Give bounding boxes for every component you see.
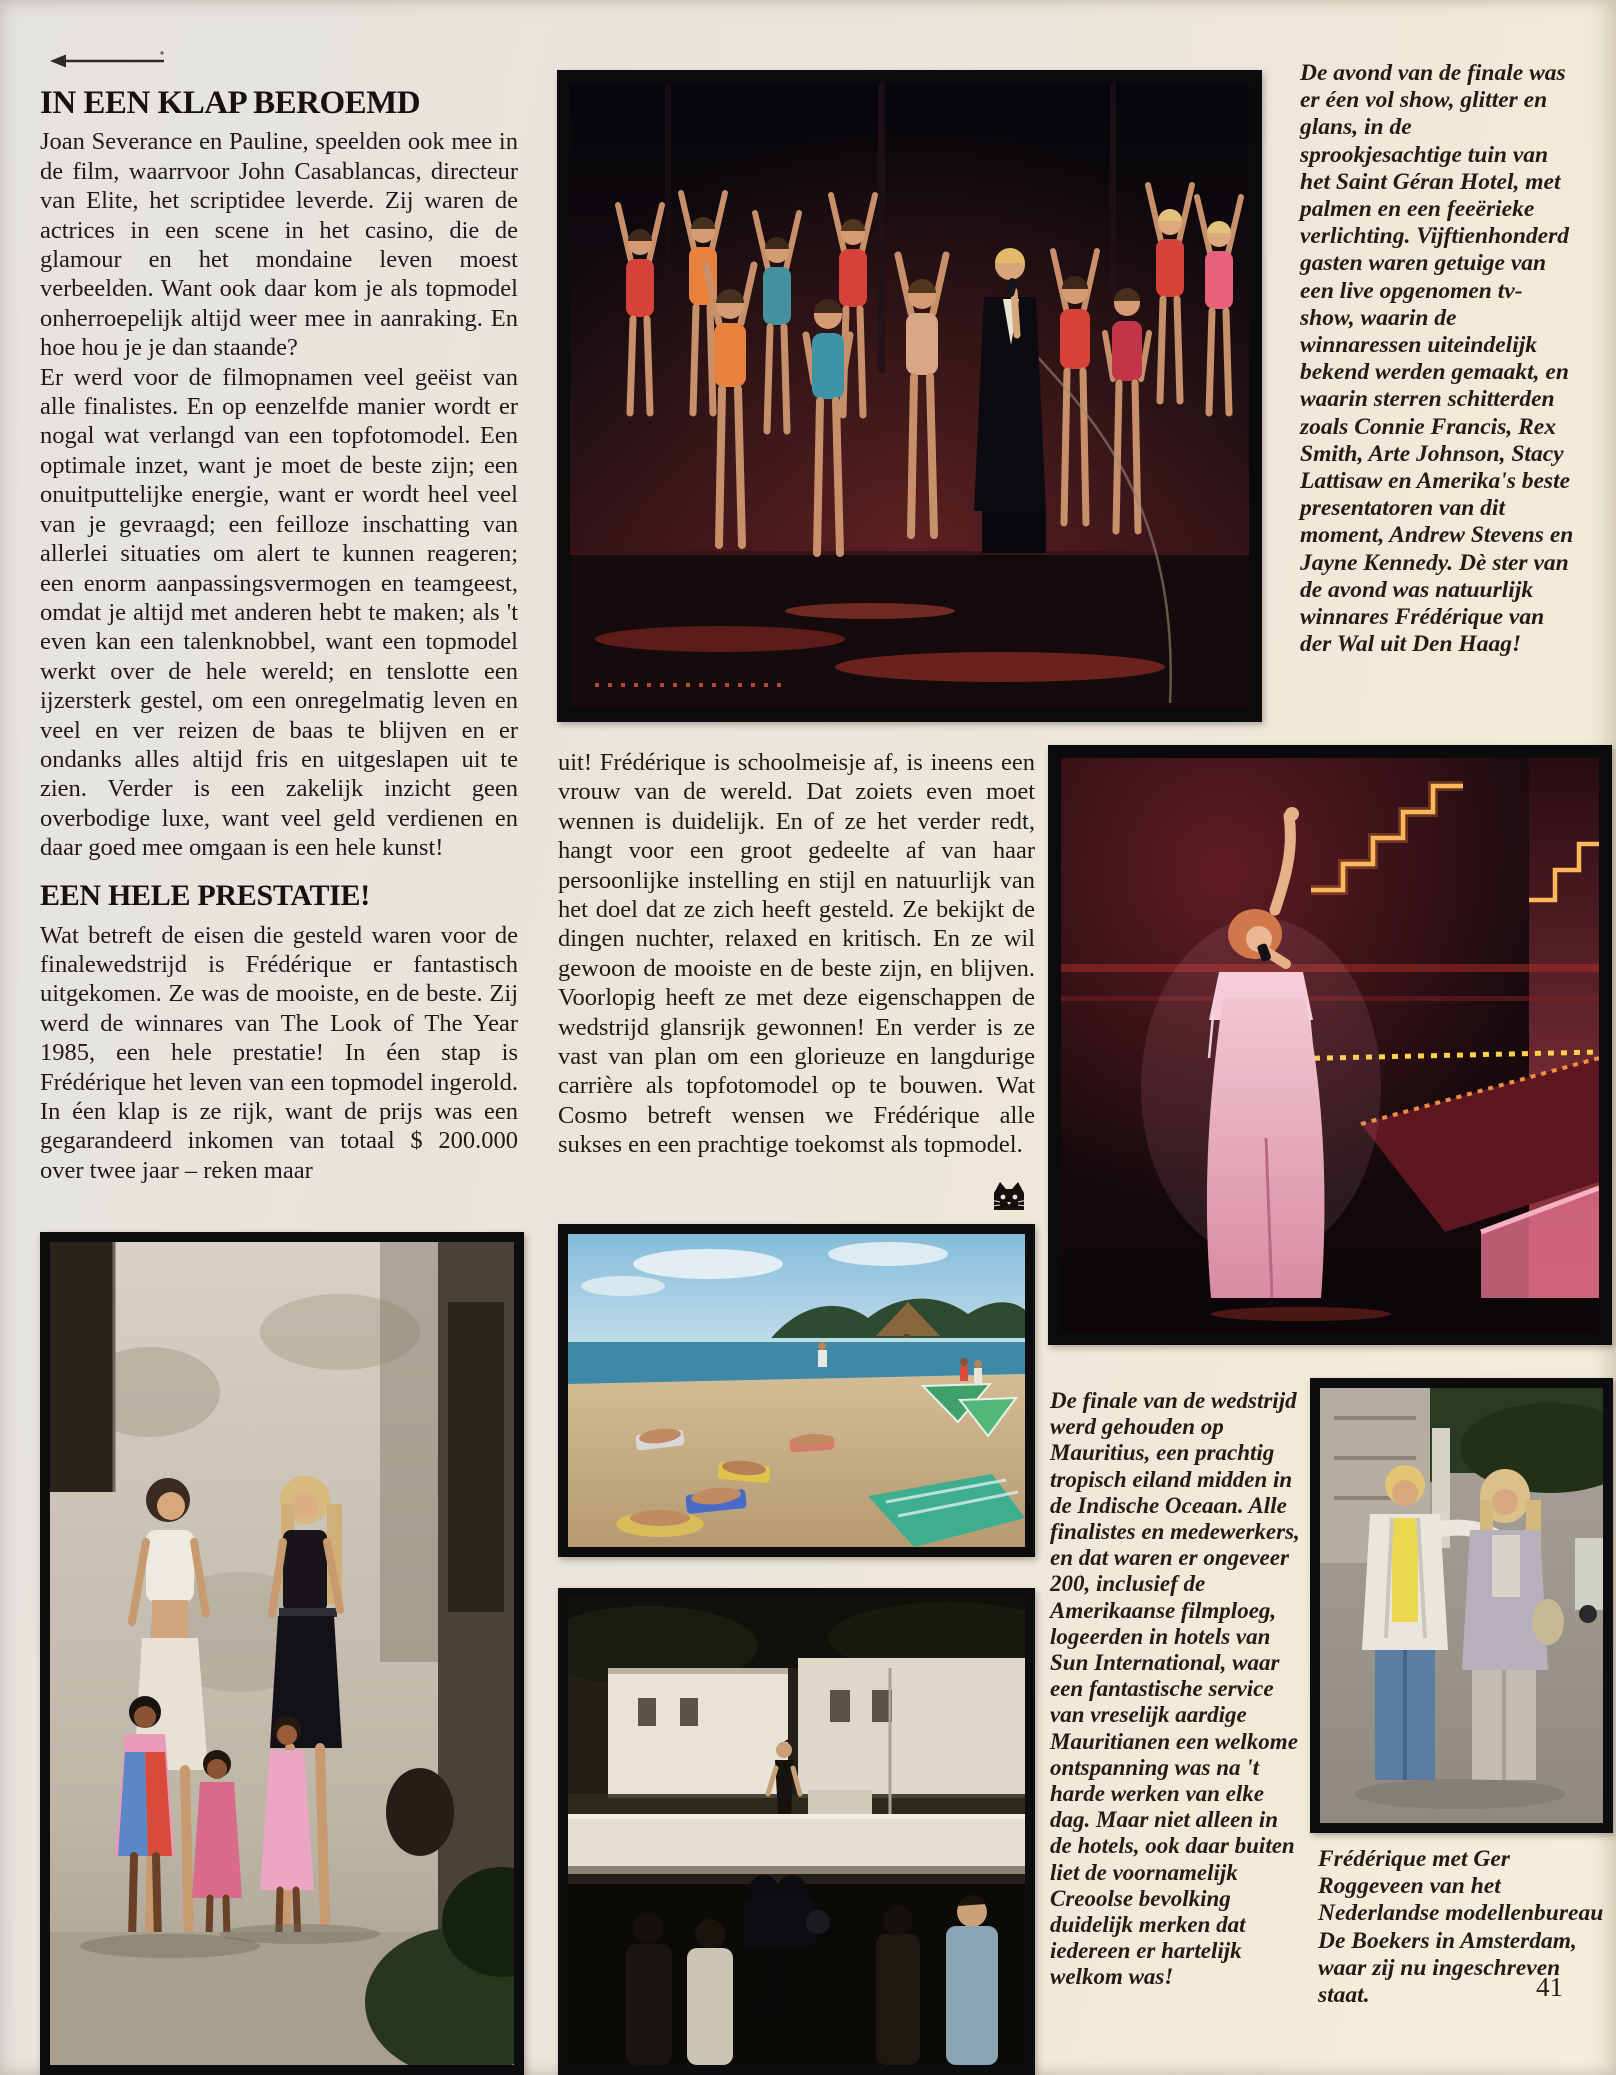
continued-arrow-icon: [48, 46, 518, 75]
film-crew-image: [568, 1598, 1025, 2065]
beach-image: [568, 1234, 1025, 1547]
paragraph-eisen: Er werd voor de filmopnamen veel geëist van alle finalistes. En op eenzelfde manier wordt er nogal wat verlangd van een topfotomodel. Een optimale inzet, want je moet de beste zijn; een onuitputtelijke energie, want er wordt heel veel van je gevraagd; een feilloze inschatting van allerlei situaties om alert te kunnen reageren; een enorm aanpassingsvermogen en teamgeest, omdat je altijd met anderen hebt te maken; als 't even kan een talenknobbel, want een topmodel werkt over de hele wereld; en tenslotte een ijzersterk gestel, om een onregelmatig leven en veel en ver reizen de baas te blijven en er ondanks alles altijd fris en uitgeslapen uit te zien. Verder is een zakelijk inzicht geen overbodige luxe, want veel geld verdienen en daar goed mee omgaan is een hele kunst!: [40, 363, 518, 862]
ger-caption: Frédérique met Ger Roggeveen van het Nederlandse modellenbureau De Boekers in Amsterdam, waar zij nu ingeschreven staat.: [1318, 1846, 1604, 2009]
film-crew-photo: [558, 1588, 1035, 2075]
pink-gown-photo: [1048, 745, 1612, 1345]
pink-gown-image: [1061, 758, 1599, 1332]
page-number: 41: [1536, 1972, 1563, 2002]
stage-show-photo: [557, 70, 1262, 722]
stage-show-image: [570, 83, 1249, 709]
models-children-image: [50, 1242, 514, 2065]
ger-roggeveen-photo: [1310, 1378, 1613, 1833]
section-heading-beroemd: IN EEN KLAP BEROEMD: [40, 85, 421, 122]
center-column: [558, 748, 1035, 1160]
left-column: [40, 40, 518, 1185]
models-children-photo: [40, 1232, 524, 2075]
finale-night-caption: De avond van de finale was er éen vol show, glitter en glans, in de sprookjesachtige tuin van het Saint Géran Hotel, met palmen en een feeërieke verlichting. Vijftienhonderd gasten waren getuige van een live opgenomen tv-show, waarin de winnaressen uiteindelijk bekend werden gemaakt, en waarin sterren schitterden zoals Connie Francis, Rex Smith, Arte Johnson, Stacy Lattisaw en Amerika's beste presentatoren van dit moment, Andrew Stevens en Jayne Kennedy. Dè ster van de avond was natuurlijk winnares Frédérique van der Wal uit Den Haag!: [1300, 60, 1574, 658]
cosmo-cat-icon: [990, 1180, 1028, 1217]
paragraph-winnares: Wat betreft de eisen die gesteld waren voor de finalewedstrijd is Frédérique er fantastisch uitgekomen. Ze was de mooiste, en de beste. Zij werd de winnares van The Look of The Year 1985, een hele prestatie! In éen stap is Frédérique het leven van een topmodel ingerold. In éen klap is ze rijk, want de prijs was een gegarandeerd inkomen van totaal $ 200.000 over twee jaar – reken maar: [40, 921, 518, 1184]
ger-roggeveen-image: [1320, 1388, 1603, 1823]
paragraph-film: Joan Severance en Pauline, speelden ook mee in de film, waarrvoor John Casablancas, directeur van Elite, het scriptidee leverde. Zij waren de actrices in een scene in het casino, die de glamour en het mondaine leven moest verbeelden. Want ook daar kom je als topmodel onherroepelijk altijd weer mee in aanraking. En hoe hou je je dan staande?: [40, 128, 518, 362]
beach-photo: [558, 1224, 1035, 1557]
mauritius-caption: De finale van de wedstrijd werd gehouden op Mauritius, een prachtig tropisch eiland midden in de Indische Oceaan. Alle finalistes en medewerkers, en dat waren er ongeveer 200, inclusief de Amerikaanse filmploeg, logeerden in hotels van Sun International, waar een fantastische service van vreselijk aardige Mauritianen een welkome ontspanning was na 't harde werken van elke dag. Maar niet alleen in de hotels, ook daar buiten liet de voornamelijk Creoolse bevolking duidelijk merken dat iedereen er hartelijk welkom was!: [1050, 1388, 1300, 1990]
section-heading-prestatie: EEN HELE PRESTATIE!: [40, 878, 370, 912]
paragraph-continuation: uit! Frédérique is schoolmeisje af, is ineens een vrouw van de wereld. Dat zoiets even moet wennen is duidelijk. En of ze het verder redt, hangt voor een groot gedeelte af van haar persoonlijke instelling en stijl en natuurlijk van het doel dat ze zich heeft gesteld. Ze bekijkt de dingen nuchter, relaxed en kritisch. En ze wil gewoon de mooiste en de beste zijn, en blijven. Voorlopig heeft ze met deze eigenschappen de wedstrijd glansrijk gewonnen! En verder is ze vast van plan om een glorieuze en langdurige carrière als topfotomodel op te bouwen. Wat Cosmo betreft wensen we Frédérique alle sukses en een prachtige toekomst als topmodel.: [558, 749, 1035, 1159]
